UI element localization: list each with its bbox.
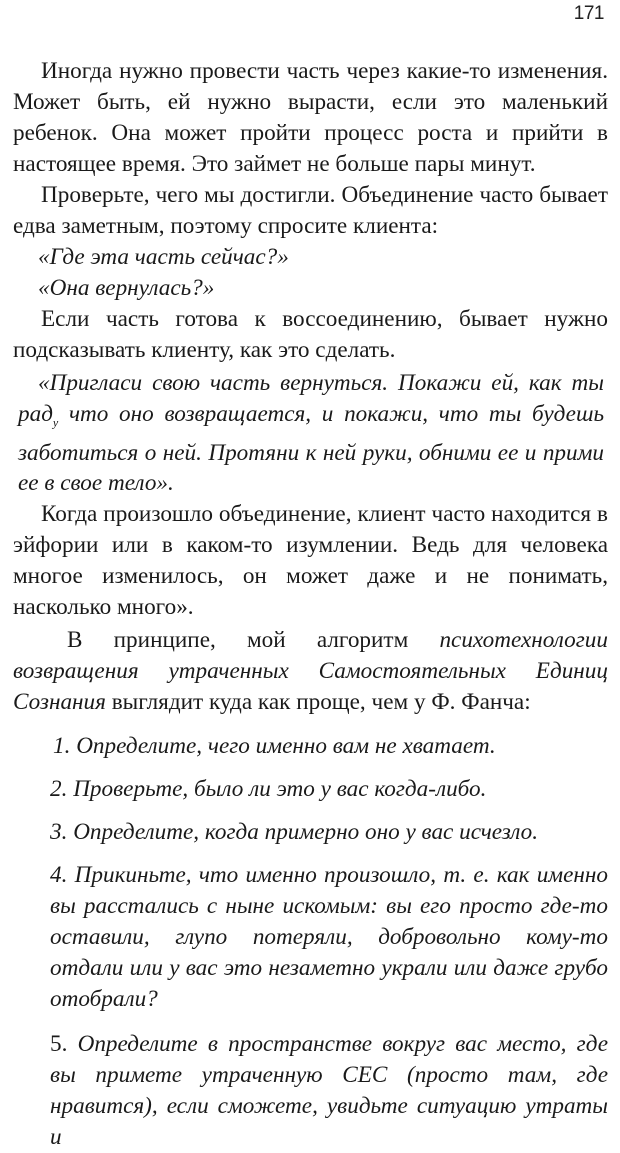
quote-invite-part: [0, 368, 620, 499]
step-5: [0, 1029, 620, 1153]
step-3: 3. Определите, когда примерно оно у вас исчезло.: [50, 818, 539, 845]
algorithm-steps: [0, 731, 620, 1153]
step-5-text: Определите в пространстве вокруг вас место, где вы примете утраченную СЕС (просто там, где нравится), если сможете, увидьте ситуацию утраты и: [50, 1030, 609, 1150]
paragraph-reunion: Если часть готова к воссоединению, бывает нужно подсказывать клиенту, как это сделать.: [13, 306, 608, 363]
paragraph-check-result: Проверьте, чего мы достигли. Объединение часто бывает едва заметным, поэтому спросите клиента:: [13, 182, 608, 239]
paragraph-changes: Иногда нужно провести часть через какие-то изменения. Может быть, ей нужно вырасти, если это маленький ребенок. Она может пройти процесс роста и прийти в настоящее время. Это займет не больше пары минут.: [13, 58, 608, 177]
question-returned: «Она вернулась?»: [38, 275, 215, 301]
paragraph-algorithm: [0, 625, 620, 718]
question-where: «Где эта часть сейчас?»: [38, 244, 289, 270]
algorithm-text-end: выглядит куда как проще, чем у Ф. Фанча:: [105, 688, 531, 715]
step-4: 4. Прикиньте, что именно произошло, т. е. как именно вы расстались с ныне искомым: вы его просто где-то оставили, глупо потеряли, добровольно кому-то отдали или у вас это незаметно украли или даже грубо отобрали?: [50, 861, 608, 1012]
paragraph-euphoria: Когда произошло объединение, клиент часто находится в эйфории или в каком-то изумлении. Ведь для человека многое изменилось, он может даже и не понимать, насколько много».: [13, 500, 608, 620]
quote-text-start: «Пригласи свою часть вернуться. Покажи ей, как ты рад: [18, 370, 604, 427]
step-2: 2. Проверьте, было ли это у вас когда-либо.: [50, 775, 487, 802]
page-text: [0, 56, 620, 1153]
algorithm-text-start: В принципе, мой алгоритм: [67, 626, 440, 653]
quote-subscript: у: [52, 415, 59, 430]
page-number: 171: [573, 3, 604, 24]
step-5-number: 5.: [50, 1030, 78, 1057]
step-1: 1. Определите, чего именно вам не хватает.: [53, 732, 496, 759]
algorithm-term: психотехнологии возвращения утраченных Самостоятельных Единиц Сознания: [13, 626, 608, 715]
quote-text-end: что оно возвращается, и покажи, что ты будешь заботиться о ней. Протяни к ней руки, обними ее и прими ее в свое тело».: [18, 400, 604, 497]
